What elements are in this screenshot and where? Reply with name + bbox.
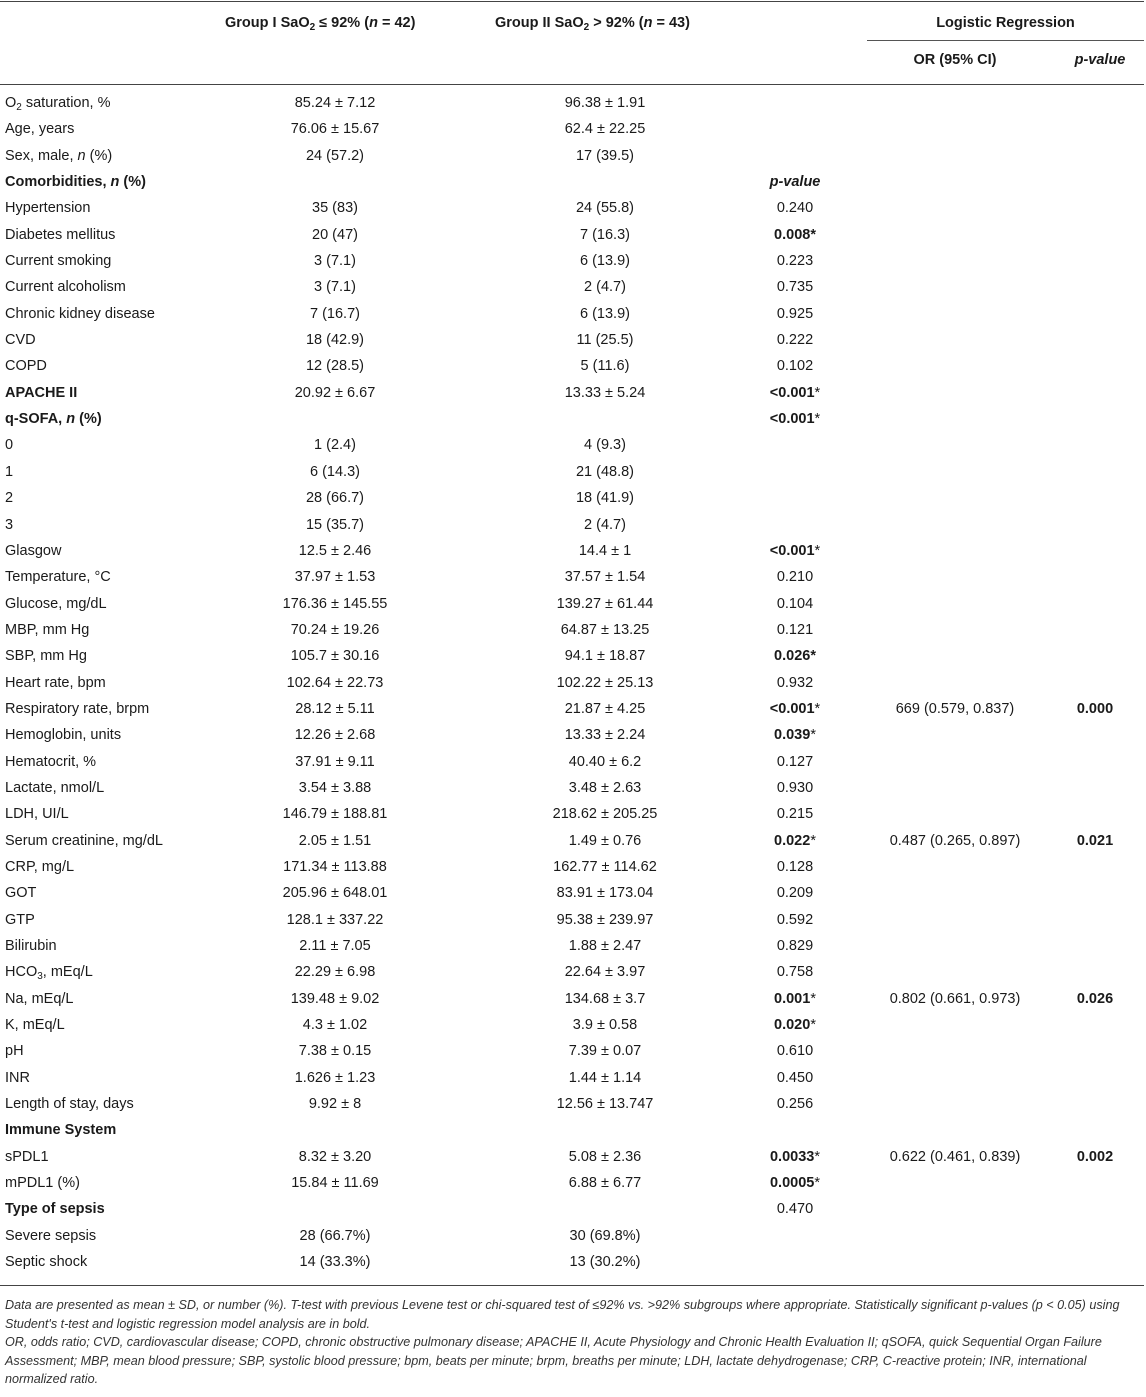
group-2-value: 1.49 ± 0.76 bbox=[568, 832, 642, 849]
group-2-value: 22.64 ± 3.97 bbox=[564, 964, 646, 981]
p-value: 0.039* bbox=[774, 727, 816, 744]
p-value: p-value bbox=[769, 174, 821, 191]
group-2-value: 4 (9.3) bbox=[584, 437, 626, 454]
group-2-value: 30 (69.8%) bbox=[569, 1227, 641, 1244]
group-2-value: 62.4 ± 22.25 bbox=[564, 121, 646, 138]
table-row bbox=[0, 644, 1146, 670]
group-1-value: 28 (66.7) bbox=[305, 490, 365, 507]
table-row bbox=[0, 829, 1146, 855]
table-row bbox=[0, 671, 1146, 697]
row-label: 0 bbox=[5, 437, 14, 454]
header-or-ci: OR (95% CI) bbox=[913, 52, 997, 68]
group-2-value: 7 (16.3) bbox=[580, 226, 630, 243]
table-row bbox=[0, 618, 1146, 644]
p-value: 0.127 bbox=[776, 753, 814, 770]
table-row bbox=[0, 1092, 1146, 1118]
table-row bbox=[0, 117, 1146, 143]
row-label: Current smoking bbox=[5, 253, 112, 270]
group-1-value: 28.12 ± 5.11 bbox=[295, 700, 375, 717]
group-1-value: 176.36 ± 145.55 bbox=[282, 595, 388, 612]
row-label: Sex, male, n (%) bbox=[5, 147, 113, 164]
p-value: 0.128 bbox=[776, 858, 814, 875]
group-1-value: 22.29 ± 6.98 bbox=[294, 964, 376, 981]
group-1-value: 3 (7.1) bbox=[314, 253, 356, 270]
row-label: Serum creatinine, mg/dL bbox=[5, 832, 163, 849]
group-2-value: 5 (11.6) bbox=[580, 358, 630, 375]
group-1-value: 105.7 ± 30.16 bbox=[290, 648, 380, 665]
group-2-value: 1.88 ± 2.47 bbox=[568, 938, 642, 954]
table-row bbox=[0, 1039, 1146, 1065]
p-value: 0.930 bbox=[776, 779, 814, 796]
group-2-value: 6 (13.9) bbox=[580, 253, 630, 270]
p-value: 0.610 bbox=[776, 1043, 814, 1060]
table-row bbox=[0, 908, 1146, 934]
group-2-value: 21 (48.8) bbox=[575, 463, 635, 480]
group-1-value: 28 (66.7%) bbox=[299, 1227, 371, 1244]
row-label: Hematocrit, % bbox=[5, 753, 97, 770]
group-1-value: 14 (33.3%) bbox=[299, 1254, 371, 1271]
row-label: SBP, mm Hg bbox=[5, 648, 87, 665]
group-2-value: 64.87 ± 13.25 bbox=[560, 621, 650, 638]
p-value: 0.215 bbox=[776, 806, 814, 823]
footnote-1: Data are presented as mean ± SD, or number (%). T-test with previous Levene test or chi-squared test of ≤92% vs. >92% subgroups where appropriate. Statistically significant p-values (p < 0.05) using Student's t-test and logistic regression model analysis are in bold. bbox=[5, 1298, 1120, 1331]
table-row bbox=[0, 144, 1146, 170]
row-label: 2 bbox=[5, 490, 14, 507]
table-row bbox=[0, 1013, 1146, 1039]
p-value: <0.001* bbox=[769, 542, 821, 559]
p-value: 0.256 bbox=[776, 1096, 814, 1113]
p-value: 0.932 bbox=[776, 674, 814, 691]
table-row bbox=[0, 592, 1146, 618]
header-group-1: Group I SaO$_2$ ≤ 92% (n = 42) bbox=[225, 15, 416, 33]
group-2-value: 2 (4.7) bbox=[584, 516, 626, 533]
table-row bbox=[0, 960, 1146, 986]
group-2-value: 40.40 ± 6.2 bbox=[568, 753, 642, 770]
row-label: 1 bbox=[5, 463, 14, 480]
table-row bbox=[0, 407, 1146, 433]
table-row bbox=[0, 486, 1146, 512]
group-2-value: 102.22 ± 25.13 bbox=[556, 674, 654, 691]
table-row bbox=[0, 697, 1146, 723]
table-row bbox=[0, 802, 1146, 828]
row-label: Diabetes mellitus bbox=[5, 226, 116, 243]
group-2-value: 18 (41.9) bbox=[575, 490, 635, 507]
group-2-value: 7.39 ± 0.07 bbox=[568, 1043, 642, 1060]
group-2-value: 139.27 ± 61.44 bbox=[556, 595, 654, 612]
table-top-rule bbox=[0, 1, 1144, 2]
p-value: 0.210 bbox=[776, 569, 814, 586]
row-label: Immune System bbox=[5, 1122, 117, 1139]
p-value: 0.209 bbox=[776, 885, 814, 902]
p-value: 0.829 bbox=[776, 938, 814, 954]
table-body bbox=[0, 91, 1146, 1276]
p-value: 0.240 bbox=[776, 200, 814, 217]
table-bottom-rule bbox=[0, 1285, 1144, 1286]
group-1-value: 24 (57.2) bbox=[305, 147, 365, 164]
row-label: q-SOFA, n (%) bbox=[5, 411, 102, 428]
group-2-value: 83.91 ± 173.04 bbox=[556, 885, 654, 902]
row-label: CVD bbox=[5, 332, 36, 349]
group-1-value: 18 (42.9) bbox=[305, 332, 365, 349]
group-1-value: 35 (83) bbox=[312, 200, 358, 217]
p-value: <0.001* bbox=[769, 411, 821, 428]
row-label: CRP, mg/L bbox=[5, 858, 75, 875]
group-2-value: 5.08 ± 2.36 bbox=[568, 1148, 642, 1165]
group-1-value: 70.24 ± 19.26 bbox=[290, 621, 380, 638]
group-1-value: 15.84 ± 11.69 bbox=[291, 1175, 379, 1192]
row-label: MBP, mm Hg bbox=[5, 621, 90, 638]
odds-ratio-ci: 669 (0.579, 0.837) bbox=[895, 700, 1015, 717]
table-row bbox=[0, 302, 1146, 328]
table-row bbox=[0, 855, 1146, 881]
group-1-value: 6 (14.3) bbox=[310, 463, 360, 480]
logistic-p-value: 0.021 bbox=[1076, 832, 1114, 849]
p-value: 0.223 bbox=[776, 253, 814, 270]
group-2-value: 24 (55.8) bbox=[575, 200, 635, 217]
group-2-value: 37.57 ± 1.54 bbox=[564, 569, 646, 586]
row-label: Hypertension bbox=[5, 200, 91, 217]
p-value: 0.022* bbox=[774, 832, 816, 849]
row-label: Glucose, mg/dL bbox=[5, 595, 107, 612]
row-label: K, mEq/L bbox=[5, 1017, 65, 1034]
group-1-value: 7.38 ± 0.15 bbox=[298, 1043, 372, 1060]
p-value: 0.758 bbox=[776, 964, 814, 981]
p-value: 0.026* bbox=[774, 648, 816, 665]
table-row bbox=[0, 934, 1146, 960]
group-1-value: 37.91 ± 9.11 bbox=[295, 753, 375, 770]
table-row bbox=[0, 328, 1146, 354]
p-value: 0.020* bbox=[774, 1017, 816, 1034]
p-value: 0.735 bbox=[776, 279, 814, 296]
group-2-value: 13.33 ± 2.24 bbox=[564, 727, 646, 744]
p-value: 0.222 bbox=[776, 332, 814, 349]
group-1-value: 15 (35.7) bbox=[305, 516, 365, 533]
table-row bbox=[0, 1171, 1146, 1197]
group-2-value: 6.88 ± 6.77 bbox=[568, 1175, 642, 1192]
row-label: 3 bbox=[5, 516, 14, 533]
group-2-value: 14.4 ± 1 bbox=[578, 542, 632, 559]
table-row bbox=[0, 987, 1146, 1013]
group-1-value: 9.92 ± 8 bbox=[308, 1096, 362, 1113]
row-label: Bilirubin bbox=[5, 938, 57, 954]
group-1-value: 102.64 ± 22.73 bbox=[286, 674, 384, 691]
table-row bbox=[0, 565, 1146, 591]
group-1-value: 3.54 ± 3.88 bbox=[298, 779, 372, 796]
group-1-value: 205.96 ± 648.01 bbox=[282, 885, 388, 902]
table-row bbox=[0, 1250, 1146, 1276]
group-1-value: 12.5 ± 2.46 bbox=[298, 542, 372, 559]
p-value: 0.001* bbox=[774, 990, 816, 1007]
row-label: GTP bbox=[5, 911, 35, 928]
p-value: 0.0033* bbox=[769, 1148, 820, 1165]
group-2-value: 95.38 ± 239.97 bbox=[556, 911, 654, 928]
group-1-value: 12 (28.5) bbox=[305, 358, 365, 375]
group-1-value: 171.34 ± 113.88 bbox=[283, 858, 387, 875]
table-row bbox=[0, 776, 1146, 802]
row-label: mPDL1 (%) bbox=[5, 1175, 80, 1192]
row-label: Current alcoholism bbox=[5, 279, 126, 296]
p-value: 0.104 bbox=[776, 595, 814, 612]
group-2-value: 13 (30.2%) bbox=[569, 1254, 641, 1271]
table-row bbox=[0, 223, 1146, 249]
group-1-value: 2.11 ± 7.05 bbox=[299, 938, 371, 954]
p-value: 0.102 bbox=[776, 358, 814, 375]
footnote-2: OR, odds ratio; CVD, cardiovascular disease; COPD, chronic obstructive pulmonary disease; APACHE II, Acute Physiology and Chronic Health Evaluation II; qSOFA, quick Sequential Organ Failure Assessment; MBP, mean blood pressure; SBP, systolic blood pressure; bpm, beats per minute; brpm, breaths per minute; LDH, lactate dehydrogenase; CRP, C-reactive protein; INR, international normalized ratio. bbox=[5, 1335, 1102, 1387]
row-label: Type of sepsis bbox=[5, 1201, 105, 1218]
table-row bbox=[0, 1066, 1146, 1092]
group-2-value: 162.77 ± 114.62 bbox=[553, 858, 657, 875]
group-1-value: 3 (7.1) bbox=[314, 279, 356, 296]
p-value: 0.008* bbox=[774, 226, 816, 243]
p-value: <0.001* bbox=[769, 384, 821, 401]
group-1-value: 146.79 ± 188.81 bbox=[282, 806, 388, 823]
odds-ratio-ci: 0.802 (0.661, 0.973) bbox=[889, 990, 1021, 1007]
group-2-value: 1.44 ± 1.14 bbox=[568, 1069, 642, 1086]
header-logistic-regression: Logistic Regression bbox=[936, 15, 1075, 31]
group-1-value: 76.06 ± 15.67 bbox=[290, 121, 380, 138]
row-label: Temperature, °C bbox=[5, 569, 111, 586]
group-1-value: 37.97 ± 1.53 bbox=[294, 569, 376, 586]
row-label: COPD bbox=[5, 358, 47, 375]
group-1-value: 4.3 ± 1.02 bbox=[302, 1017, 368, 1034]
row-label: Comorbidities, n (%) bbox=[5, 174, 146, 191]
table-row bbox=[0, 881, 1146, 907]
p-value: <0.001* bbox=[769, 700, 821, 717]
table-row bbox=[0, 1118, 1146, 1144]
row-label: $HCO_3$, mEq/L bbox=[5, 964, 93, 983]
table-row bbox=[0, 354, 1146, 380]
group-1-value: 1 (2.4) bbox=[314, 437, 356, 454]
group-2-value: 2 (4.7) bbox=[584, 279, 626, 296]
header-group-2: Group II SaO$_2$ > 92% (n = 43) bbox=[495, 15, 690, 33]
group-1-value: 139.48 ± 9.02 bbox=[290, 990, 380, 1007]
row-label: INR bbox=[5, 1069, 30, 1086]
group-1-value: 85.24 ± 7.12 bbox=[294, 95, 376, 111]
odds-ratio-ci: 0.622 (0.461, 0.839) bbox=[889, 1148, 1021, 1165]
group-1-value: 7 (16.7) bbox=[310, 305, 360, 322]
table-row bbox=[0, 750, 1146, 776]
group-1-value: 12.26 ± 2.68 bbox=[294, 727, 376, 744]
row-label: Respiratory rate, brpm bbox=[5, 700, 150, 717]
table-footnotes bbox=[5, 1296, 1141, 1389]
table-row bbox=[0, 91, 1146, 117]
row-label: Length of stay, days bbox=[5, 1096, 134, 1113]
p-value: 0.121 bbox=[776, 621, 814, 638]
row-label: Age, years bbox=[5, 121, 75, 138]
group-2-value: 17 (39.5) bbox=[575, 147, 635, 164]
group-2-value: 21.87 ± 4.25 bbox=[564, 700, 646, 717]
table-row bbox=[0, 1145, 1146, 1171]
odds-ratio-ci: 0.487 (0.265, 0.897) bbox=[889, 832, 1021, 849]
row-label: Heart rate, bpm bbox=[5, 674, 106, 691]
group-2-value: 13.33 ± 5.24 bbox=[564, 384, 646, 401]
group-2-value: 11 (25.5) bbox=[576, 332, 634, 349]
row-label: Glasgow bbox=[5, 542, 62, 559]
group-2-value: 134.68 ± 3.7 bbox=[564, 990, 646, 1007]
table-row bbox=[0, 196, 1146, 222]
table-row bbox=[0, 1197, 1146, 1223]
table-row bbox=[0, 381, 1146, 407]
group-1-value: 1.626 ± 1.23 bbox=[294, 1069, 376, 1086]
p-value: 0.0005* bbox=[769, 1175, 820, 1192]
row-label: Severe sepsis bbox=[5, 1227, 97, 1244]
table-row bbox=[0, 723, 1146, 749]
group-1-value: 8.32 ± 3.20 bbox=[298, 1148, 372, 1165]
logistic-header-rule bbox=[867, 40, 1144, 41]
logistic-p-value: 0.026 bbox=[1076, 990, 1114, 1007]
row-label: LDH, UI/L bbox=[5, 806, 69, 823]
table-row bbox=[0, 433, 1146, 459]
table-row bbox=[0, 170, 1146, 196]
row-label: Hemoglobin, units bbox=[5, 727, 122, 744]
table-row bbox=[0, 249, 1146, 275]
header-p-value: p-value bbox=[1074, 52, 1126, 68]
table-row bbox=[0, 275, 1146, 301]
row-label: $O_2$ saturation, % bbox=[5, 95, 111, 113]
row-label: APACHE II bbox=[5, 384, 78, 401]
group-1-value: 128.1 ± 337.22 bbox=[286, 911, 384, 928]
group-1-value: 20.92 ± 6.67 bbox=[294, 384, 376, 401]
header-bottom-rule bbox=[0, 84, 1144, 85]
group-2-value: 3.48 ± 2.63 bbox=[568, 779, 642, 796]
row-label: Septic shock bbox=[5, 1254, 88, 1271]
row-label: GOT bbox=[5, 885, 37, 902]
group-2-value: 6 (13.9) bbox=[580, 305, 630, 322]
group-1-value: 20 (47) bbox=[312, 226, 358, 243]
p-value: 0.470 bbox=[776, 1201, 814, 1218]
row-label: sPDL1 bbox=[5, 1148, 49, 1165]
logistic-p-value: 0.000 bbox=[1076, 700, 1114, 717]
row-label: pH bbox=[5, 1043, 24, 1060]
group-1-value: 2.05 ± 1.51 bbox=[298, 832, 372, 849]
table-row bbox=[0, 460, 1146, 486]
group-2-value: 96.38 ± 1.91 bbox=[564, 95, 646, 111]
group-2-value: 218.62 ± 205.25 bbox=[552, 806, 658, 823]
logistic-p-value: 0.002 bbox=[1076, 1148, 1114, 1165]
table-row bbox=[0, 539, 1146, 565]
table-row bbox=[0, 1224, 1146, 1250]
group-2-value: 94.1 ± 18.87 bbox=[564, 648, 646, 665]
table-row bbox=[0, 513, 1146, 539]
row-label: Lactate, nmol/L bbox=[5, 779, 105, 796]
group-2-value: 3.9 ± 0.58 bbox=[572, 1017, 638, 1034]
row-label: Chronic kidney disease bbox=[5, 305, 155, 322]
p-value: 0.592 bbox=[776, 911, 814, 928]
row-label: Na, mEq/L bbox=[5, 990, 74, 1007]
p-value: 0.450 bbox=[776, 1069, 814, 1086]
p-value: 0.925 bbox=[776, 305, 814, 322]
group-2-value: 12.56 ± 13.747 bbox=[556, 1096, 654, 1113]
